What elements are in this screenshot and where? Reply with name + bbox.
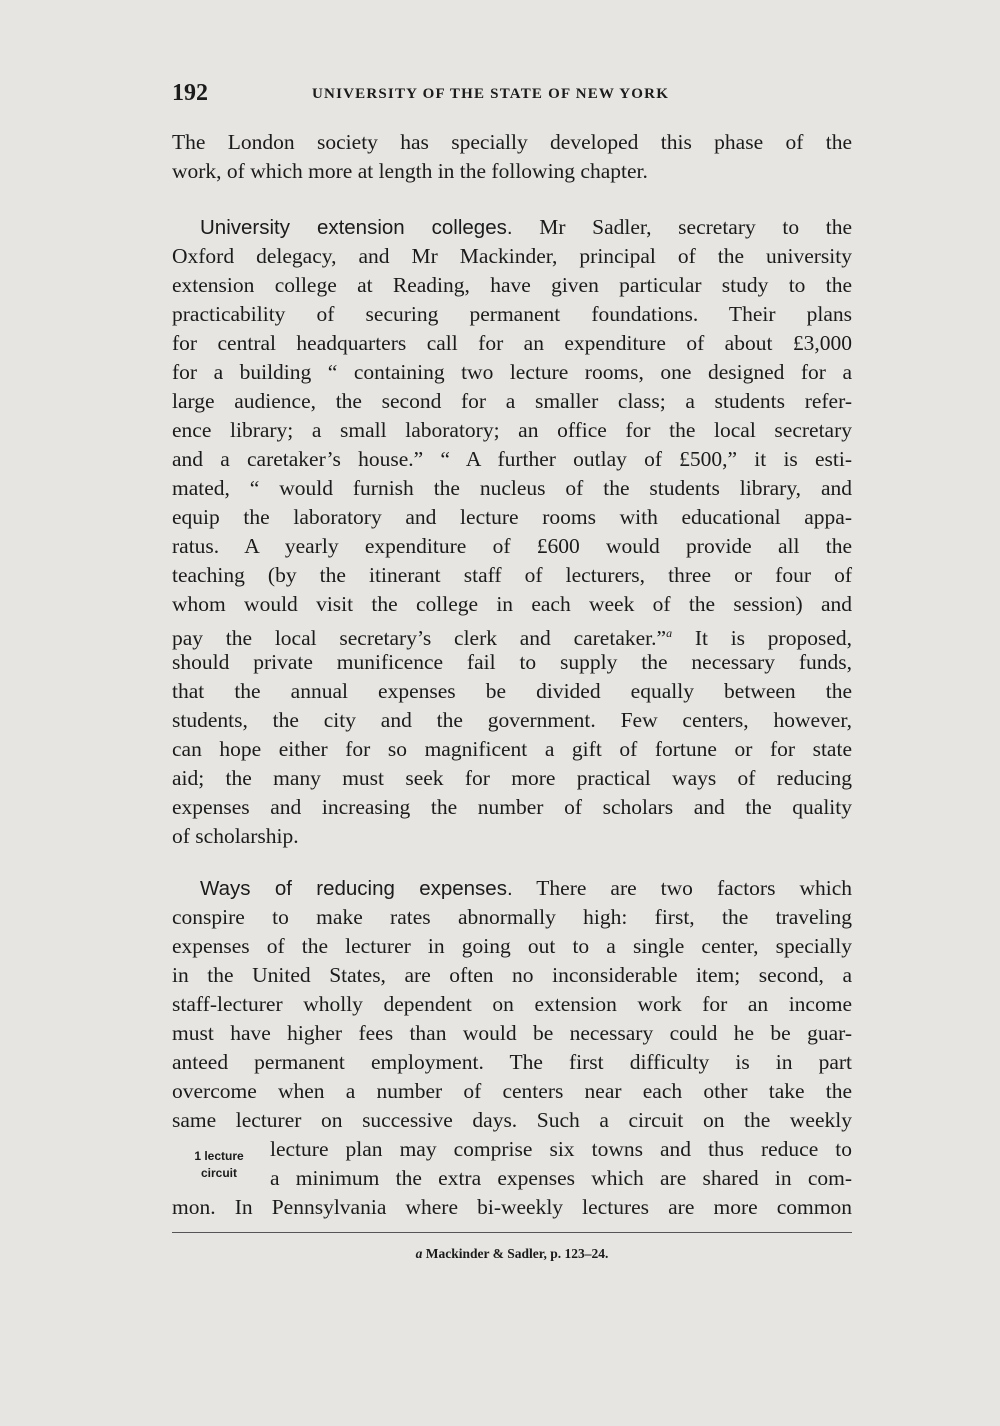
text-line: equip the laboratory and lecture rooms with educational appa- (172, 505, 852, 529)
page-header (172, 80, 852, 110)
text-line: large audience, the second for a smaller class; a students refer- (172, 389, 852, 413)
text-line: can hope either for so magnificent a gift of fortune or for state (172, 737, 852, 761)
text-line: mon. In Pennsylvania where bi-weekly lectures are more common (172, 1195, 852, 1219)
footnote (172, 1246, 852, 1262)
text-line: that the annual expenses be divided equally between the (172, 679, 852, 703)
text-line: extension college at Reading, have given particular study to the (172, 273, 852, 297)
text-span: It is proposed, (672, 626, 853, 651)
text-line: same lecturer on successive days. Such a circuit on the weekly (172, 1108, 852, 1132)
text-line: in the United States, are often no inconsiderable item; second, a (172, 963, 852, 987)
text-line: must have higher fees than would be necessary could he be guar- (172, 1021, 852, 1045)
text-line: for a building “ containing two lecture rooms, one designed for a (172, 360, 852, 384)
text-line: work, of which more at length in the following chapter. (172, 159, 648, 183)
text-line: should private munificence fail to supply the necessary funds, (172, 650, 852, 674)
text-line: a minimum the extra expenses which are shared in com- (270, 1166, 852, 1190)
text-line: students, the city and the government. Few centers, however, (172, 708, 852, 732)
text-line: conspire to make rates abnormally high: first, the traveling (172, 905, 852, 929)
text-span: Mr Sadler, secretary to the (539, 215, 853, 239)
text-line: lecture plan may comprise six towns and thus reduce to (270, 1137, 852, 1161)
footnote-reference: a (666, 626, 673, 640)
text-line: teaching (by the itinerant staff of lecturers, three or four of (172, 563, 852, 587)
text-span: pay the local secretary’s clerk and caretaker.” (172, 626, 667, 651)
section-heading: University extension colleges. (200, 216, 513, 239)
section-heading: Ways of reducing expenses. (200, 877, 513, 900)
text-line: practicability of securing permanent foundations. Their plans (172, 302, 852, 326)
margin-note (174, 1148, 264, 1182)
text-line: Oxford delegacy, and Mr Mackinder, principal of the university (172, 244, 852, 268)
footnote-mark: a (415, 1246, 423, 1261)
text-line: staff-lecturer wholly dependent on extension work for an income (172, 992, 852, 1016)
text-line: anteed permanent employment. The first difficulty is in part (172, 1050, 852, 1074)
margin-note-line: circuit (200, 1166, 237, 1180)
page-number: 192 (172, 80, 208, 106)
text-line: expenses and increasing the number of scholars and the quality (172, 795, 852, 819)
text-line: mated, “ would furnish the nucleus of the students library, and (172, 476, 852, 500)
text-line: The London society has specially developed this phase of the (172, 130, 852, 154)
text-line: overcome when a number of centers near each other take the (172, 1079, 852, 1103)
text-line: aid; the many must seek for more practical ways of reducing (172, 766, 852, 790)
text-line: of scholarship. (172, 824, 299, 848)
text-line: for central headquarters call for an expenditure of about £3,000 (172, 331, 852, 355)
text-line: ratus. A yearly expenditure of £600 would provide all the (172, 534, 852, 558)
footnote-text: Mackinder & Sadler, p. 123–24. (422, 1246, 609, 1261)
running-head: UNIVERSITY OF THE STATE OF NEW YORK (312, 86, 670, 102)
text-line (172, 874, 852, 903)
text-line: whom would visit the college in each week of the session) and (172, 592, 852, 616)
text-line: ence library; a small laboratory; an office for the local secretary (172, 418, 852, 442)
text-span: There are two factors which (536, 876, 852, 900)
text-line (172, 213, 852, 242)
footnote-rule (172, 1232, 852, 1233)
text-line: expenses of the lecturer in going out to a single center, specially (172, 934, 852, 958)
margin-note-line: 1 lecture (194, 1149, 244, 1163)
text-line: and a caretaker’s house.” “ A further outlay of £500,” it is esti- (172, 447, 852, 471)
